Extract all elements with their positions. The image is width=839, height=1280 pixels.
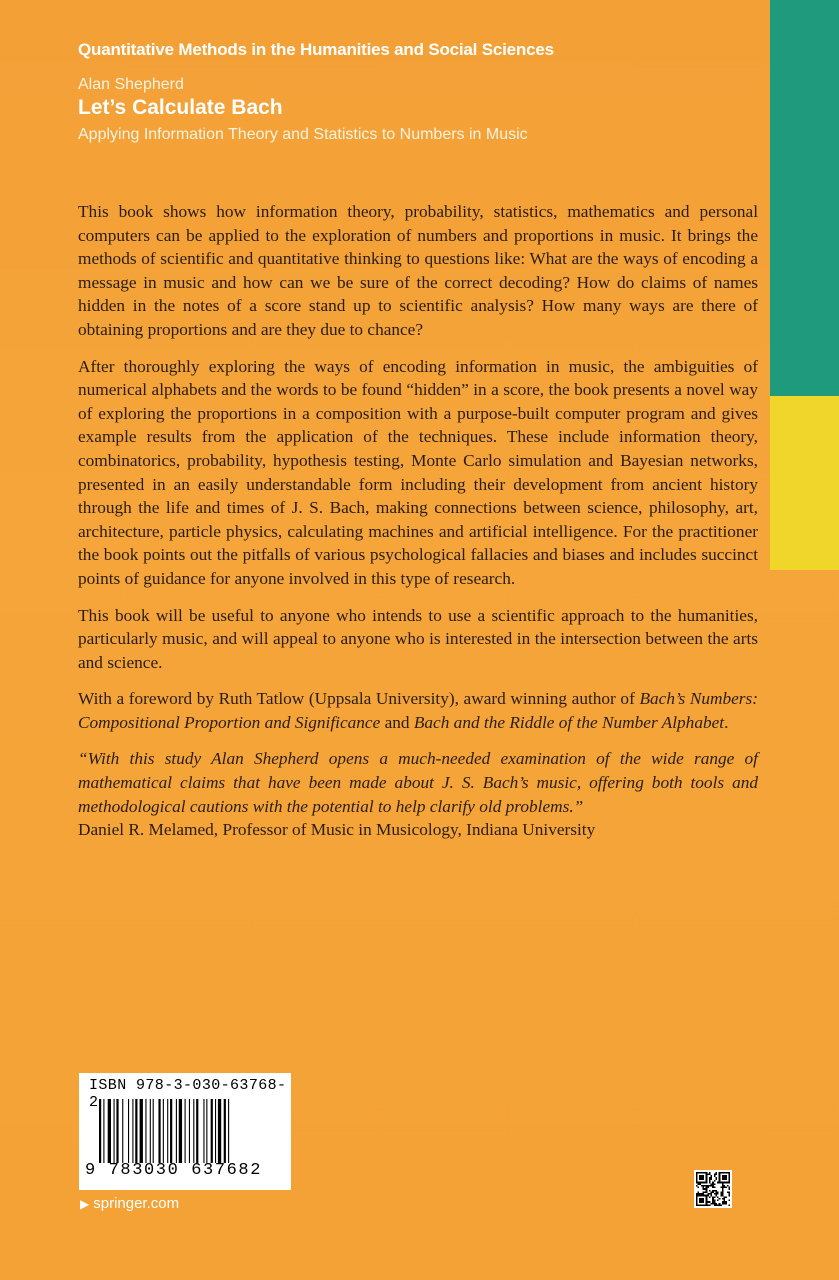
description-paragraph-1: This book shows how information theory, probability, statistics, mathematics and personal computers can be applied to the exploration of numbers and proportions in music. It brings the methods of scientific and quantitative thinking to questions like: What are the ways of encoding a message in music and how can we be sure of the correct decoding? How do claims of names hidden in the notes of a score stand up to scientific analysis? How many ways are there of obtaining proportions and are they due to chance? — [78, 202, 758, 339]
isbn-number: ISBN 978-3-030-63768-2 — [89, 1077, 287, 1111]
series-title: Quantitative Methods in the Humanities and Social Sciences — [78, 40, 554, 59]
qr-code — [694, 1170, 732, 1208]
publisher-link[interactable] — [80, 1195, 179, 1212]
foreword-book-2: Bach and the Riddle of the Number Alphabet — [413, 712, 725, 732]
description-paragraph-3: This book will be useful to anyone who intends to use a scientific approach to the humanities, particularly music, and will appeal to anyone who is interested in the intersection between the arts and science. — [78, 605, 758, 672]
barcode-bars — [99, 1099, 279, 1163]
book-title: Let’s Calculate Bach — [78, 96, 283, 119]
play-arrow-icon: ▶ — [80, 1197, 90, 1211]
yellow-stripe — [770, 396, 839, 570]
author-name: Alan Shepherd — [78, 76, 184, 93]
description-paragraph-2: After thoroughly exploring the ways of encoding information in music, the ambiguities of numerical alphabets and the words to be found “hidden” in a score, the book presents a novel way of exploring the proportions in a composition with a purpose-built computer program and gives example results from the application of the techniques. These include information theory, combinatorics, probability, hypothesis testing, Monte Carlo simulation and Bayesian networks, presented in an easily understandable form including their development from ancient history through the life and times of J. S. Bach, making connections between science, philosophy, art, architecture, particle physics, calculating machines and artificial intelligence. For the practitioner the book points out the pitfalls of various psychological fallacies and biases and includes succinct points of guidance for anyone involved in this type of research. — [78, 356, 758, 588]
isbn-barcode — [79, 1073, 291, 1190]
book-description — [78, 200, 758, 842]
foreword-book-1: Bach’s Numbers: Compositional Proportion and Significance — [78, 689, 758, 732]
review-quote: “With this study Alan Shepherd opens a much-needed examination of the wide range of mathematical claims that have been made about J. S. Bach’s music, offering both tools and methodological cautions with the potential to help clarify old problems.” — [78, 749, 758, 816]
foreword-end: . — [724, 712, 729, 732]
cover-header — [78, 40, 758, 144]
publisher-url: springer.com — [93, 1195, 180, 1212]
barcode-digits: 9 783030 637682 — [85, 1161, 263, 1180]
foreword-note — [78, 687, 758, 734]
review-attribution: Daniel R. Melamed, Professor of Music in Musicology, Indiana University — [78, 820, 596, 840]
foreword-and: and — [380, 712, 414, 732]
green-stripe — [770, 0, 839, 396]
book-subtitle: Applying Information Theory and Statistics to Numbers in Music — [78, 126, 528, 143]
foreword-lead: With a foreword by Ruth Tatlow (Uppsala University), award winning author of — [78, 689, 640, 709]
